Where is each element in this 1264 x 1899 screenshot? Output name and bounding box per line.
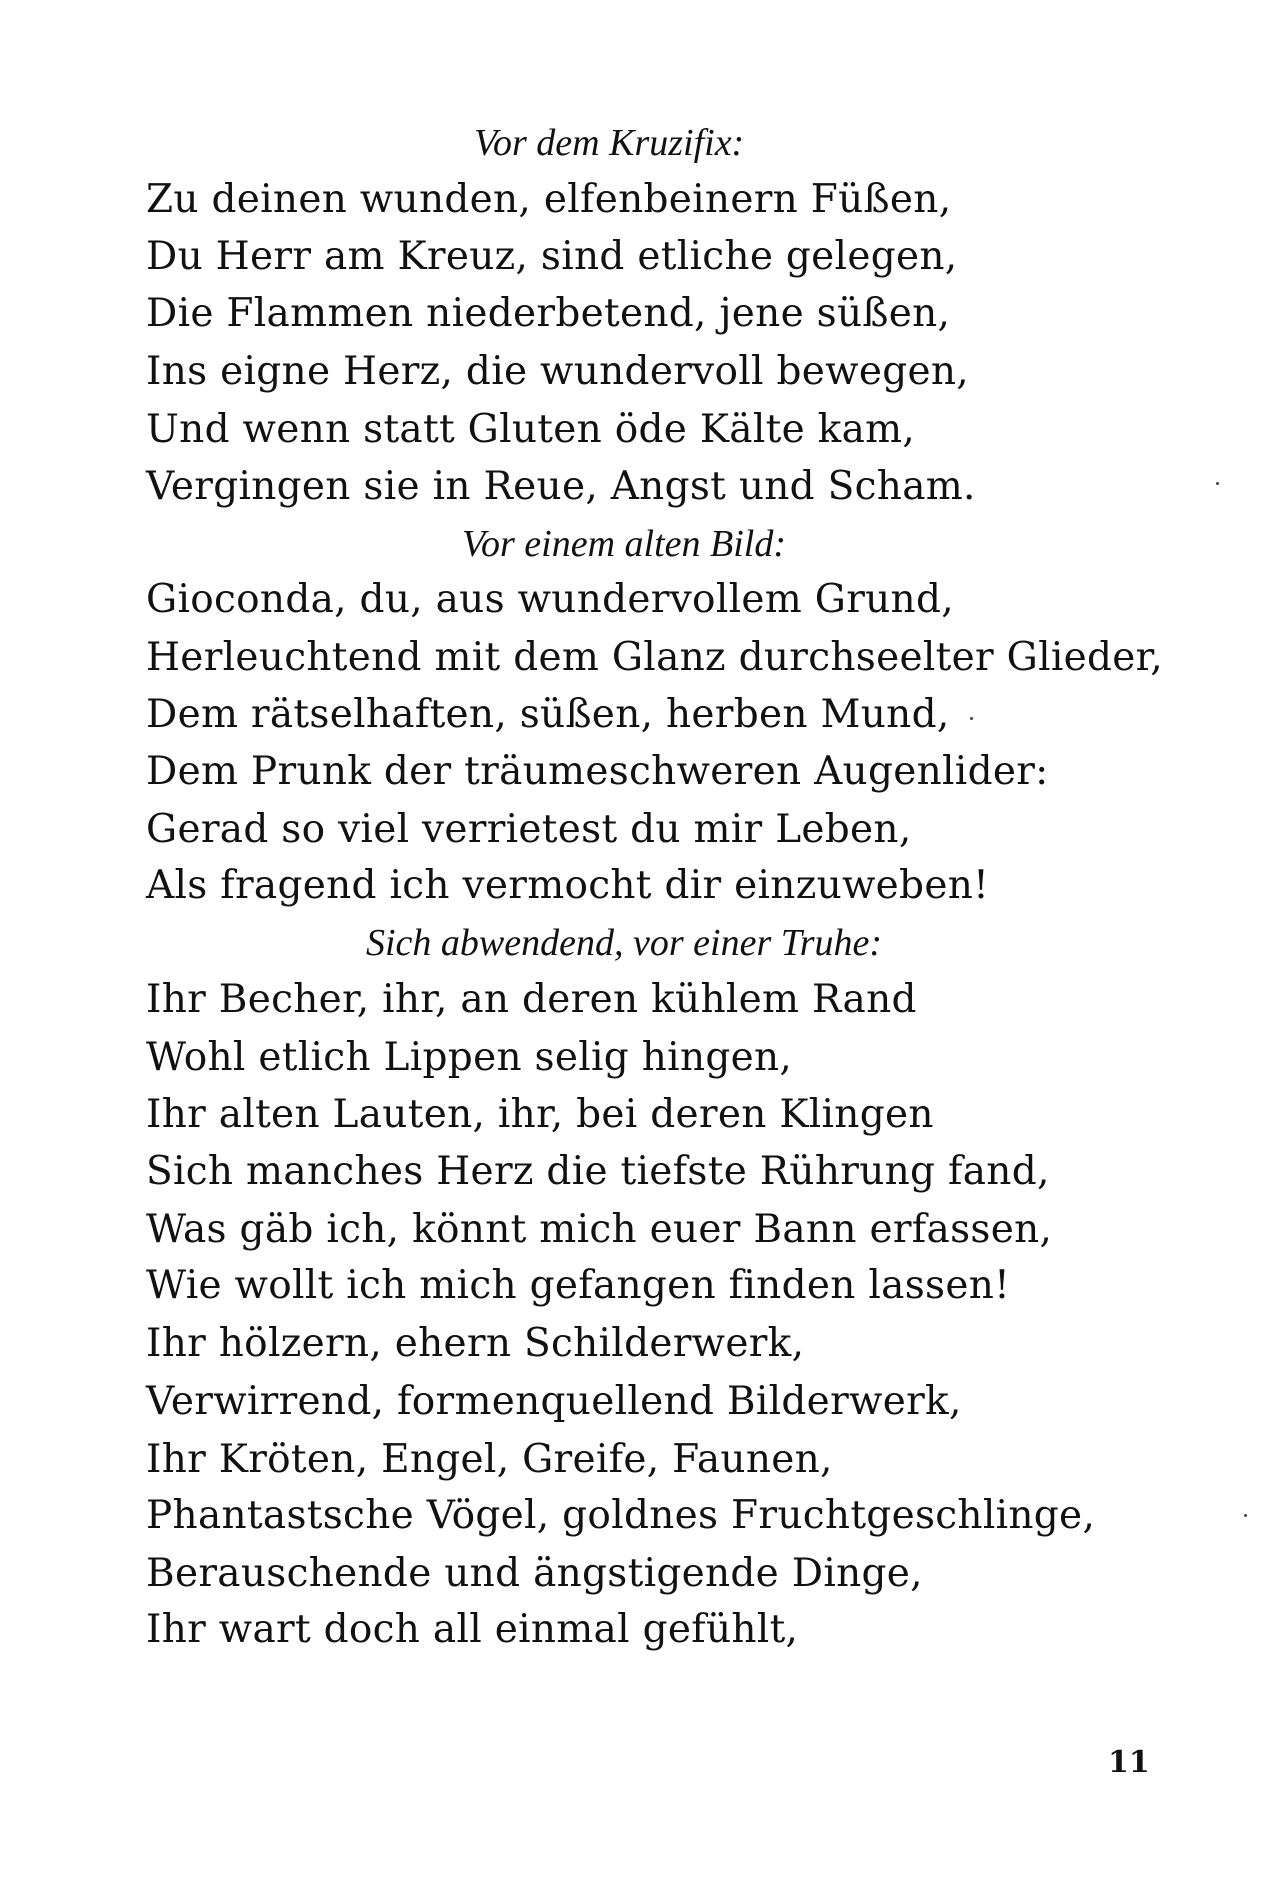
stage-direction-heading: Sich abwendend, vor einer Truhe: xyxy=(366,922,883,964)
verse-line: Vergingen sie in Reue, Angst und Scham. xyxy=(146,464,976,509)
stage-direction-heading: Vor dem Kruzifix: xyxy=(474,122,745,164)
stage-direction-heading: Vor einem alten Bild: xyxy=(462,523,786,565)
print-speck xyxy=(1244,1514,1247,1517)
verse-line: Ins eigne Herz, die wundervoll bewegen, xyxy=(146,349,969,394)
verse-line: Ihr Kröten, Engel, Greife, Faunen, xyxy=(146,1437,833,1482)
verse-line: Ihr Becher, ihr, an deren kühlem Rand xyxy=(146,977,917,1022)
verse-line: Und wenn statt Gluten öde Kälte kam, xyxy=(146,407,916,452)
verse-line: Gerad so viel verrietest du mir Leben, xyxy=(146,807,912,852)
verse-line: Die Flammen niederbetend, jene süßen, xyxy=(146,291,951,336)
verse-line: Berauschende und ängstigende Dinge, xyxy=(146,1551,923,1596)
verse-line: Verwirrend, formenquellend Bilderwerk, xyxy=(146,1379,962,1424)
page-number: 11 xyxy=(1108,1745,1150,1780)
verse-line: Ihr wart doch all einmal gefühlt, xyxy=(146,1607,799,1652)
print-speck xyxy=(1216,482,1219,485)
verse-line: Was gäb ich, könnt mich euer Bann erfassen, xyxy=(146,1207,1053,1252)
verse-line: Sich manches Herz die tiefste Rührung fand, xyxy=(146,1149,1050,1194)
verse-line: Gioconda, du, aus wundervollem Grund, xyxy=(146,577,954,622)
print-speck xyxy=(970,717,973,720)
verse-line: Phantastsche Vögel, goldnes Fruchtgeschlinge, xyxy=(146,1493,1096,1538)
verse-line: Dem rätselhaften, süßen, herben Mund, xyxy=(146,692,950,737)
verse-line: Herleuchtend mit dem Glanz durchseelter Glieder, xyxy=(146,635,1163,680)
verse-line: Du Herr am Kreuz, sind etliche gelegen, xyxy=(146,234,958,279)
verse-line: Dem Prunk der träumeschweren Augenlider: xyxy=(146,749,1049,794)
verse-line: Ihr hölzern, ehern Schilderwerk, xyxy=(146,1321,805,1366)
verse-line: Als fragend ich vermocht dir einzuweben! xyxy=(146,863,990,908)
verse-line: Zu deinen wunden, elfenbeinern Füßen, xyxy=(146,177,952,222)
verse-line: Wohl etlich Lippen selig hingen, xyxy=(146,1035,793,1080)
verse-line: Wie wollt ich mich gefangen finden lassen! xyxy=(146,1263,1011,1308)
verse-line: Ihr alten Lauten, ihr, bei deren Klingen xyxy=(146,1092,934,1137)
